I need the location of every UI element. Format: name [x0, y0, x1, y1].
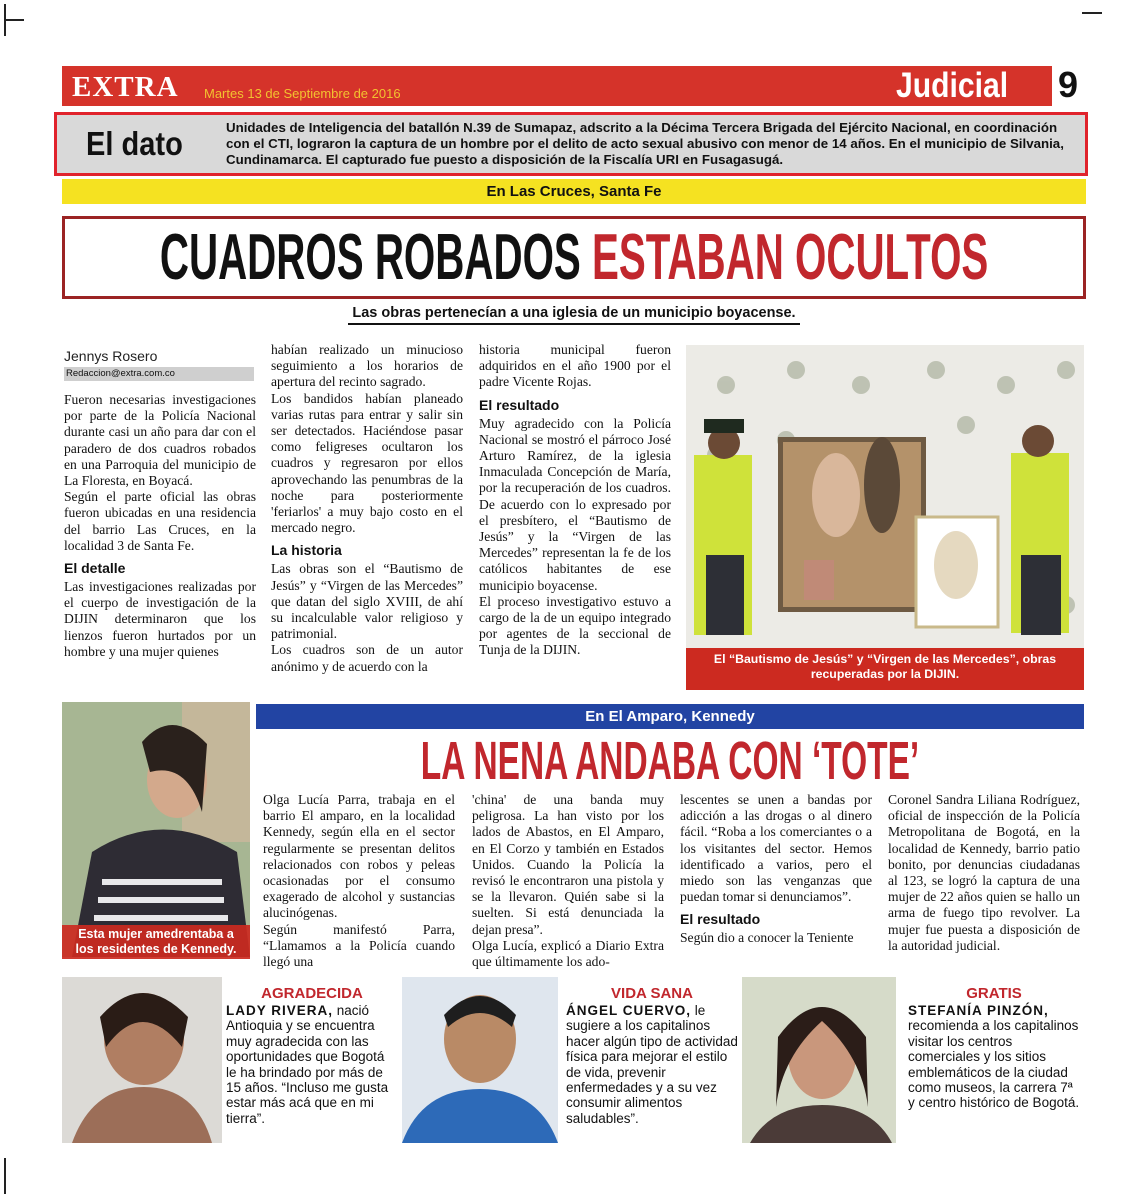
brief-text: nació Antioquia y se encuentra muy agradecida con las oportunidades que Bogotá le ha brindado por más de 15 años. “Incluso me gusta estar más acá que en mi tierra”.: [226, 1003, 389, 1126]
brand-logo: EXTRA: [72, 71, 179, 103]
subheading: La historia: [271, 542, 342, 559]
photo-illustration: [402, 977, 558, 1143]
recovered-paintings-photo: [686, 345, 1084, 648]
page-number: 9: [1058, 64, 1079, 105]
story1-column-1: [64, 392, 256, 660]
paragraph: Según dio a conocer la Teniente: [680, 930, 854, 946]
story2-column-4: [888, 792, 1080, 954]
paragraph: Las obras son el “Bautismo de Jesús” y “Virgen de las Mercedes” que datan del siglo XVIII, de ahí su incalculable valor religioso y patrimonial.: [271, 561, 463, 642]
story1-kicker: En Las Cruces, Santa Fe: [62, 179, 1086, 204]
story2-column-2: [472, 792, 664, 970]
story2-column-1: [263, 792, 455, 970]
photo-illustration: [62, 977, 222, 1143]
photo-illustration: [742, 977, 896, 1143]
paragraph: Según el parte oficial las obras fueron ubicadas en una residencia del barrio Las Cruces, en la localidad 3 de Santa Fe.: [64, 489, 256, 553]
paragraph: Olga Lucía, explicó a Diario Extra que últimamente los ado-: [472, 937, 664, 970]
story1-headline: [62, 222, 1086, 292]
suspect-photo-caption: Esta mujer amedrentaba a los residentes de Kennedy.: [62, 925, 250, 959]
paragraph: Olga Lucía Parra, trabaja en el barrio El amparo, en la localidad Kennedy, según ella en el sector regularmente se presentan delitos relacionados con robos y peleas ocasionadas por el consumo exagerado de alcohol y sustancias alucinógenas.: [263, 792, 455, 921]
section-title: Judicial: [896, 66, 1009, 105]
crop-mark: [4, 1158, 6, 1194]
paragraph: habían realizado un minucioso seguimiento a los horarios de apertura del recinto sagrado.: [271, 342, 463, 390]
brief-3: [908, 985, 1080, 1111]
subheading: El resultado: [479, 396, 560, 413]
brief-photo-stefania: [742, 977, 896, 1143]
brief-name: LADY RIVERA,: [226, 1003, 334, 1018]
crop-mark: [1082, 12, 1102, 14]
story2-column-3: [680, 792, 872, 947]
brief-name: ÁNGEL CUERVO,: [566, 1003, 692, 1018]
paragraph: 'china' de una banda muy peligrosa. La han visto por los lados de Abastos, en El Amparo, en El Corzo y también en Estados Unidos. Cuando la Policía la revisó le encontraron una pistola y se la llevaron. Quién sabe si la suelten. Si está denunciada la dejan presa”.: [472, 792, 664, 937]
paragraph: historia municipal fueron adquiridos en el año 1900 por el padre Vicente Rojas.: [479, 342, 671, 390]
photo-illustration: [686, 345, 1084, 648]
brief-photo-angel: [402, 977, 558, 1143]
brief-text: recomienda a los capitalinos visitar los centros comerciales y los sitios emblemáticos de la ciudad como museos, la carrera 7ª y centro histórico de Bogotá.: [908, 1018, 1080, 1111]
suspect-photo: [62, 702, 250, 957]
paragraph: lescentes se unen a bandas por adicción a las drogas o al dinero fácil. “Roba a los comerciantes o a los visitantes del sector. Hemos identificado a varios, pero el miedo son las venganzas que puedan tomar si denunciamos”.: [680, 792, 872, 905]
issue-date: Martes 13 de Septiembre de 2016: [204, 86, 401, 101]
el-dato-label: El dato: [86, 125, 183, 162]
paragraph: Coronel Sandra Liliana Rodríguez, oficial de inspección de la Policía Metropolitana de Bogotá, en la localidad de Kennedy, barrio patio bonito, por denuncias ciudadanas al 123, se logró la captura de una mujer de 22 años quien se hallo un arma de fuego tipo revolver. La mujer fue puesta a disposición de la autoridad judicial.: [888, 792, 1080, 953]
paragraph: Según manifestó Parra, “Llamamos a la Policía cuando llegó una: [263, 921, 455, 970]
brief-2: [566, 985, 738, 1126]
brief-1: [226, 985, 398, 1126]
subheading: El detalle: [64, 560, 126, 577]
el-dato-text: Unidades de Inteligencia del batallón N.39 de Sumapaz, adscrito a la Décima Tercera Brigada del Ejército Nacional, en coordinación con el CTI, lograron la captura de un hombre por el delito de acto sexual abusivo con menor de 14 años. En el municipio de Silvania, Cundinamarca. El capturado fue puesto a disposición de la Fiscalía URI en Fusagasugá.: [226, 120, 1064, 167]
headline-black-part: CUADROS ROBADOS: [159, 220, 581, 293]
paragraph: Las investigaciones realizadas por el cuerpo de investigación de la DIJIN determinaron que los lienzos fueron hurtados por un hombre y una mujer quienes: [64, 579, 256, 659]
byline: Jennys Rosero: [64, 348, 158, 364]
headline-red-part: ESTABAN OCULTOS: [591, 220, 989, 293]
brief-tag: GRATIS: [966, 985, 1022, 1002]
headline-text: LA NENA ANDABA CON ‘TOTE’: [420, 731, 920, 791]
story2-kicker: En El Amparo, Kennedy: [256, 704, 1084, 729]
brief-tag: VIDA SANA: [611, 985, 693, 1002]
photo-illustration: [62, 702, 250, 957]
crop-mark: [4, 19, 24, 21]
brief-tag: AGRADECIDA: [261, 985, 363, 1002]
paintings-photo-caption: El “Bautismo de Jesús” y “Virgen de las Mercedes”, obras recuperadas por la DIJIN.: [686, 648, 1084, 690]
paragraph: Los bandidos habían planeado varias rutas para entrar y salir sin ser detectados. Haciéndose pasar como feligreses ocultaron los cuadros y regresaron por ellos aprovechando las penumbras de la noche para posteriormente 'feriarlos' a muy bajo costo en el mercado negro.: [271, 390, 463, 536]
brief-photo-lady: [62, 977, 222, 1143]
subheading: El resultado: [680, 911, 761, 928]
brief-text: le sugiere a los capitalinos hacer algún tipo de actividad física para mejorar el estilo de vida, prevenir enfermedades y a su vez consumir alimentos saludables”.: [566, 1003, 738, 1126]
story1-subhead: [62, 304, 1086, 322]
subhead-text: Las obras pertenecían a una iglesia de un municipio boyacense.: [348, 305, 799, 325]
byline-email: Redaccion@extra.com.co: [64, 367, 254, 381]
brief-name: STEFANÍA PINZÓN,: [908, 1003, 1049, 1018]
story1-column-2: [271, 342, 463, 675]
story1-column-3: [479, 342, 671, 659]
paragraph: Los cuadros son de un autor anónimo y de acuerdo con la: [271, 642, 463, 674]
paragraph: Muy agradecido con la Policía Nacional se mostró el párroco José Arturo Ramírez, de la iglesia Inmaculada Concepción de María, por la recuperación de los cuadros. De acuerdo con lo expresado por el presbítero, el “Bautismo de Jesús” y la “Virgen de las Mercedes” representan la fe de los católicos habitantes de ese municipio boyacense.: [479, 415, 671, 593]
paragraph: El proceso investigativo estuvo a cargo de la de un equipo integrado por agentes de la seccional de Tunja de la DIJIN.: [479, 593, 671, 658]
paragraph: Fueron necesarias investigaciones por parte de la Policía Nacional durante casi un año para dar con el paradero de dos cuadros robados en una Parroquia del municipio de La Floresta, en Boyacá.: [64, 392, 256, 489]
